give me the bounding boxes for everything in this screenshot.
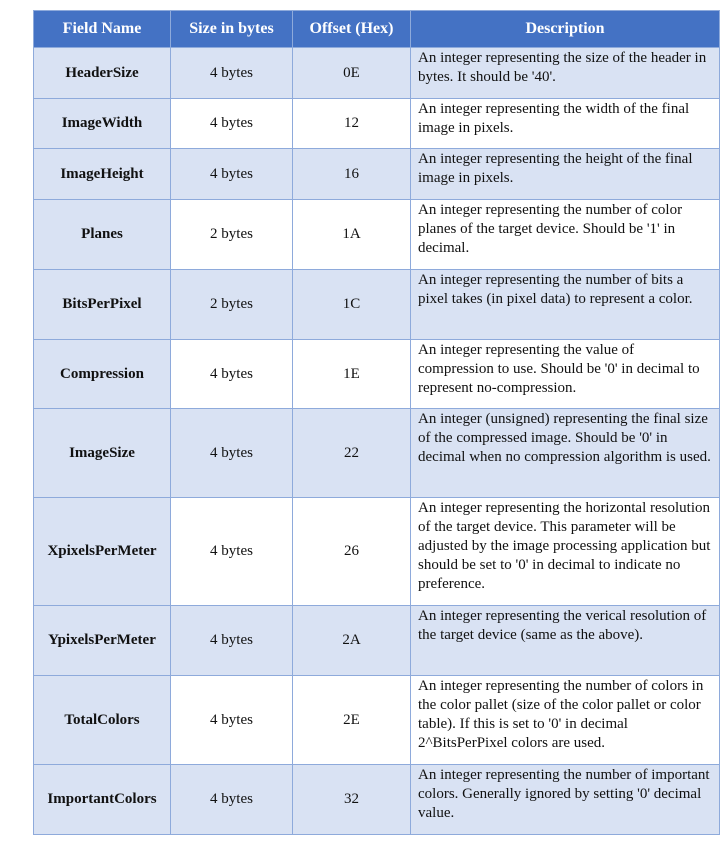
- table-row: [34, 676, 720, 765]
- offset-cell: 22: [293, 409, 411, 498]
- offset-cell: 1C: [293, 270, 411, 340]
- offset-cell: 1A: [293, 200, 411, 270]
- table-body: [34, 48, 720, 835]
- description-cell: An integer representing the number of color planes of the target device. Should be '1' in decimal.: [411, 200, 720, 270]
- header-offset: Offset (Hex): [293, 11, 411, 48]
- table-row: [34, 48, 720, 99]
- offset-cell: 2E: [293, 676, 411, 765]
- size-cell: 2 bytes: [171, 270, 293, 340]
- field-name-cell: BitsPerPixel: [34, 270, 171, 340]
- field-name-cell: TotalColors: [34, 676, 171, 765]
- size-cell: 4 bytes: [171, 48, 293, 99]
- table-row: [34, 200, 720, 270]
- description-cell: An integer representing the size of the header in bytes. It should be '40'.: [411, 48, 720, 99]
- field-name-cell: YpixelsPerMeter: [34, 606, 171, 676]
- field-name-cell: ImageWidth: [34, 99, 171, 149]
- size-cell: 4 bytes: [171, 498, 293, 606]
- header-field-name: Field Name: [34, 11, 171, 48]
- description-cell: An integer representing the number of bits a pixel takes (in pixel data) to represent a color.: [411, 270, 720, 340]
- table-row: [34, 270, 720, 340]
- field-name-cell: HeaderSize: [34, 48, 171, 99]
- offset-cell: 2A: [293, 606, 411, 676]
- table-row: [34, 606, 720, 676]
- offset-cell: 32: [293, 765, 411, 835]
- field-name-cell: ImageHeight: [34, 149, 171, 200]
- table-header: [34, 11, 720, 48]
- header-size: Size in bytes: [171, 11, 293, 48]
- offset-cell: 12: [293, 99, 411, 149]
- size-cell: 4 bytes: [171, 676, 293, 765]
- bmp-info-header-table: [33, 10, 720, 835]
- table-row: [34, 498, 720, 606]
- size-cell: 2 bytes: [171, 200, 293, 270]
- description-cell: An integer representing the width of the final image in pixels.: [411, 99, 720, 149]
- table-row: [34, 409, 720, 498]
- size-cell: 4 bytes: [171, 340, 293, 409]
- size-cell: 4 bytes: [171, 149, 293, 200]
- field-name-cell: Planes: [34, 200, 171, 270]
- size-cell: 4 bytes: [171, 99, 293, 149]
- table-row: [34, 99, 720, 149]
- description-cell: An integer (unsigned) representing the final size of the compressed image. Should be '0' in decimal when no compression algorithm is used.: [411, 409, 720, 498]
- size-cell: 4 bytes: [171, 765, 293, 835]
- description-cell: An integer representing the horizontal resolution of the target device. This parameter will be adjusted by the image processing application but should be set to '0' in decimal to indicate no preference.: [411, 498, 720, 606]
- header-row: [34, 11, 720, 48]
- description-cell: An integer representing the height of the final image in pixels.: [411, 149, 720, 200]
- table-row: [34, 340, 720, 409]
- description-cell: An integer representing the verical resolution of the target device (same as the above).: [411, 606, 720, 676]
- field-name-cell: ImageSize: [34, 409, 171, 498]
- table-row: [34, 149, 720, 200]
- offset-cell: 1E: [293, 340, 411, 409]
- table-row: [34, 765, 720, 835]
- size-cell: 4 bytes: [171, 409, 293, 498]
- offset-cell: 16: [293, 149, 411, 200]
- description-cell: An integer representing the value of compression to use. Should be '0' in decimal to represent no-compression.: [411, 340, 720, 409]
- size-cell: 4 bytes: [171, 606, 293, 676]
- offset-cell: 0E: [293, 48, 411, 99]
- offset-cell: 26: [293, 498, 411, 606]
- field-name-cell: XpixelsPerMeter: [34, 498, 171, 606]
- description-cell: An integer representing the number of important colors. Generally ignored by setting '0' decimal value.: [411, 765, 720, 835]
- header-description: Description: [411, 11, 720, 48]
- field-name-cell: Compression: [34, 340, 171, 409]
- description-cell: An integer representing the number of colors in the color pallet (size of the color pallet or color table). If this is set to '0' in decimal 2^BitsPerPixel colors are used.: [411, 676, 720, 765]
- field-name-cell: ImportantColors: [34, 765, 171, 835]
